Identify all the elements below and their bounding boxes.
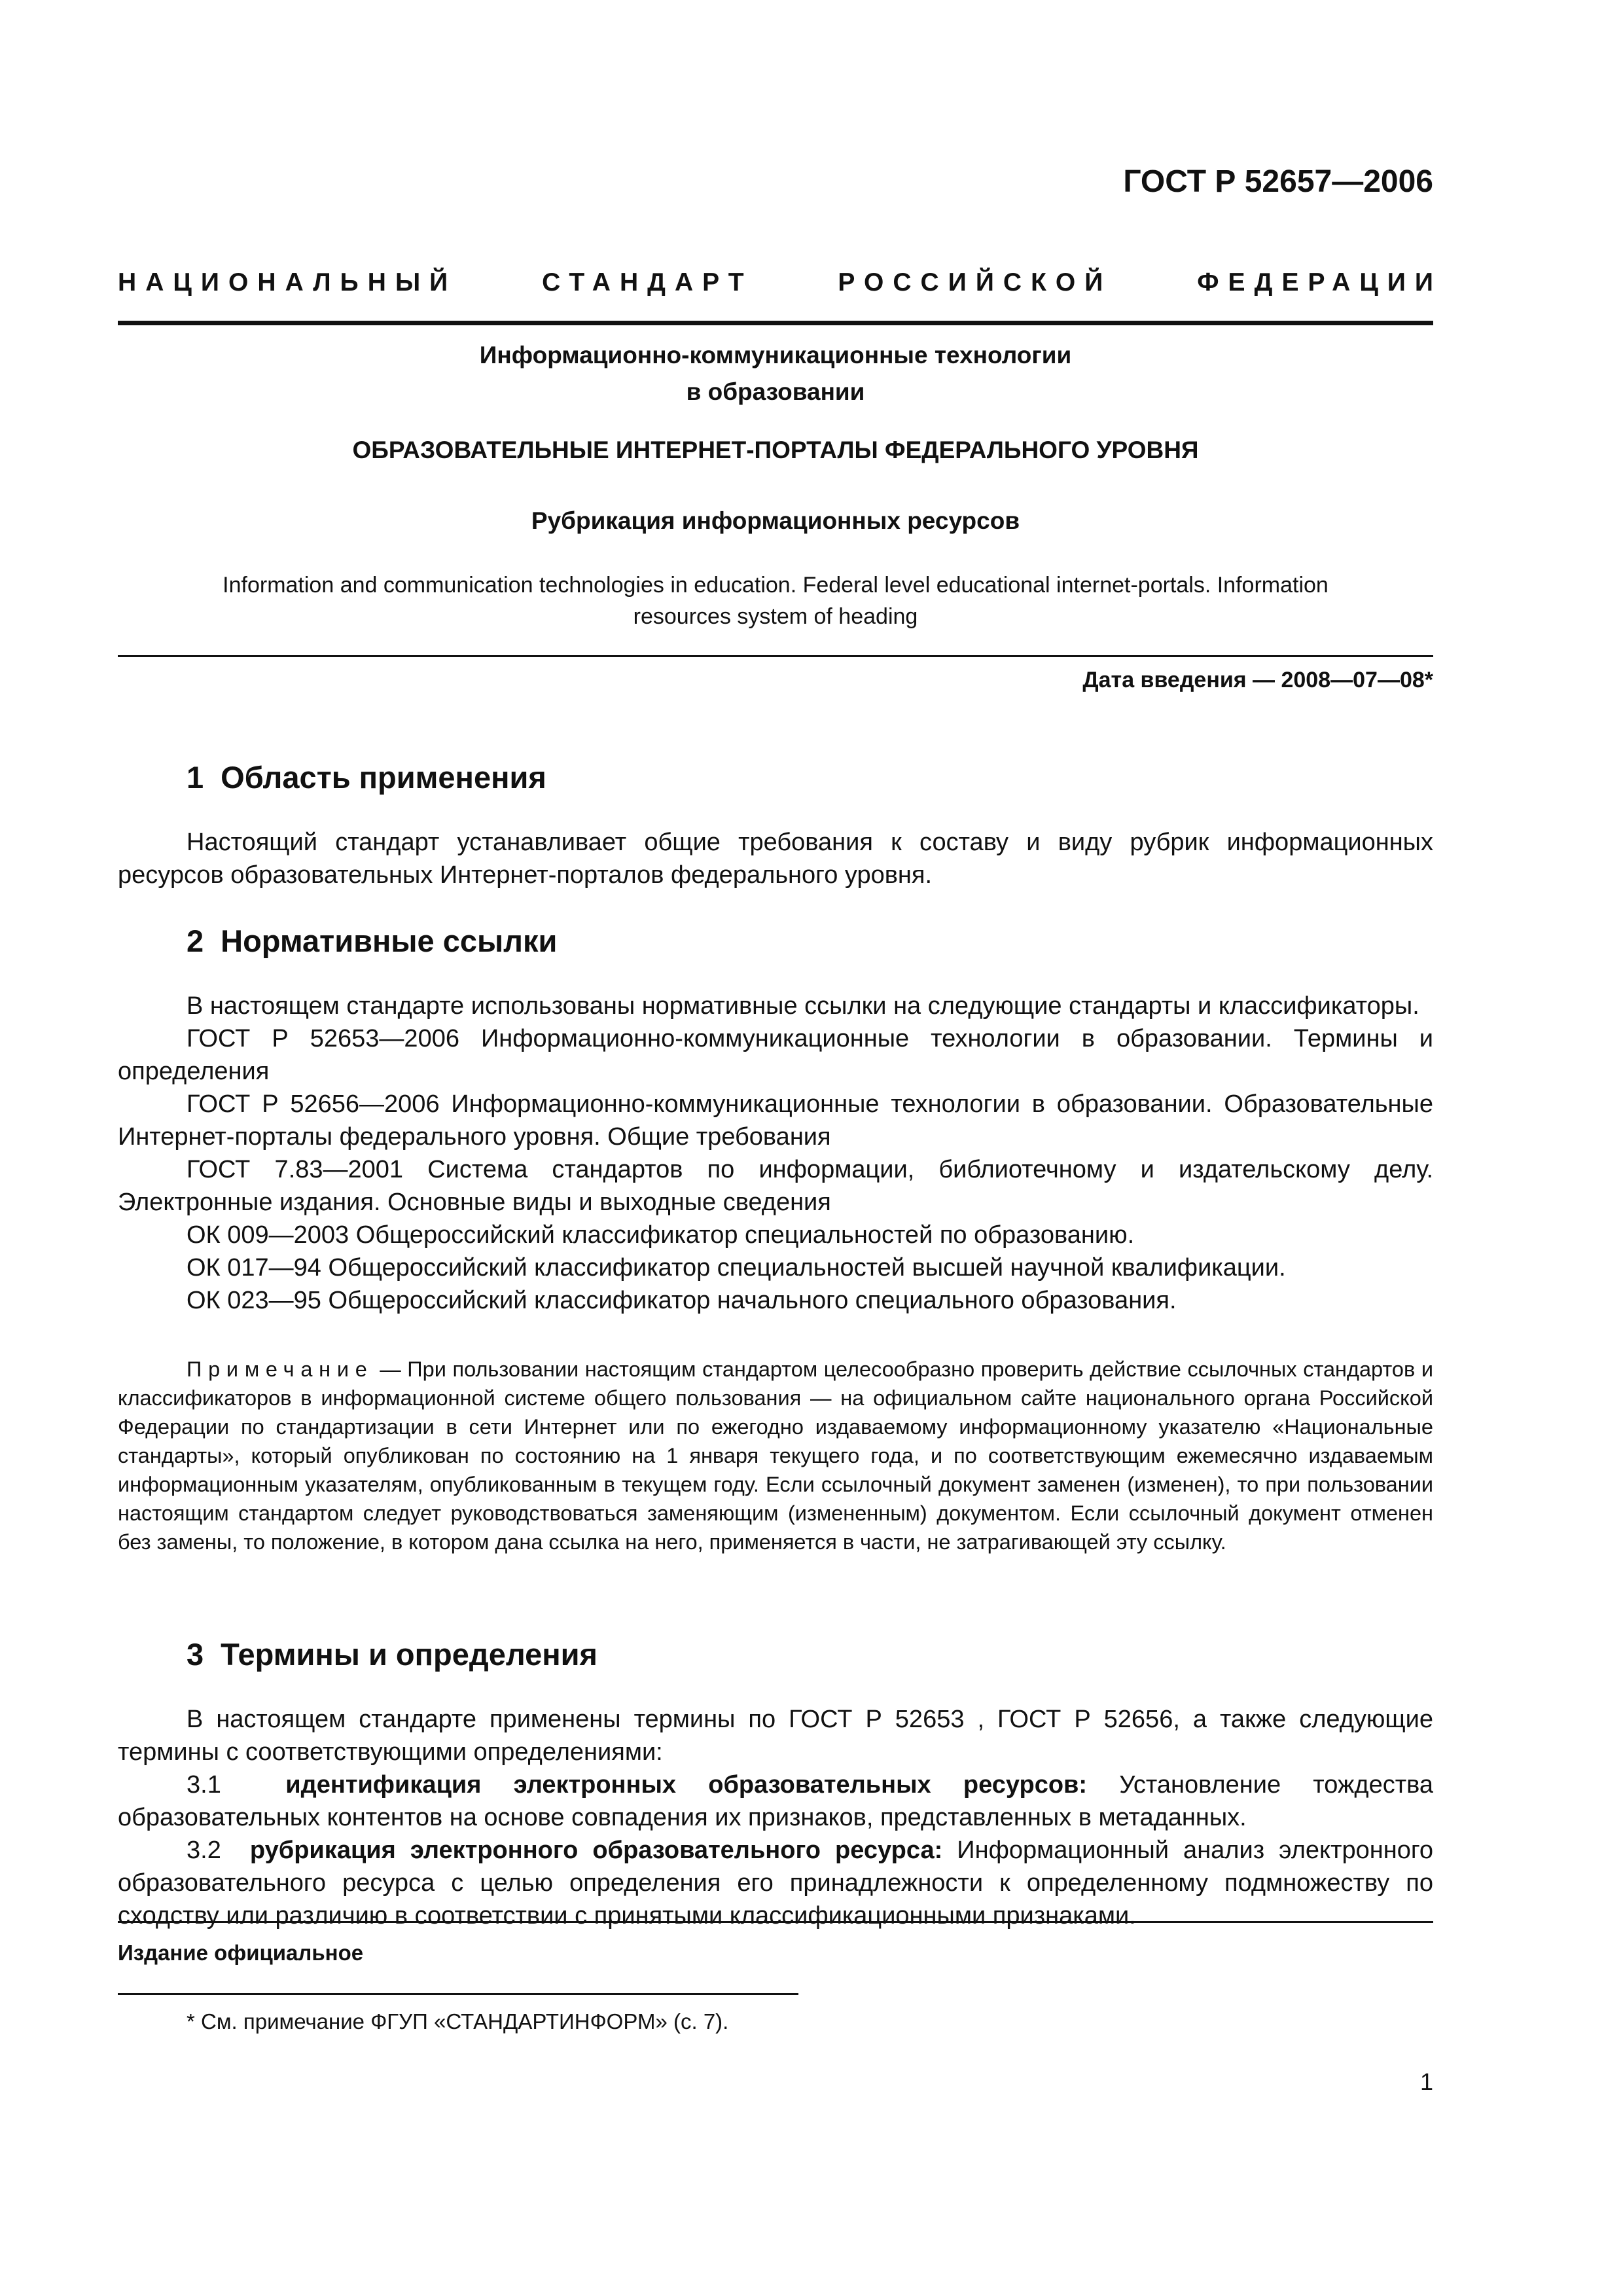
section-number: 3 <box>187 1637 204 1672</box>
national-title-word: РОССИЙСКОЙ <box>838 268 1113 296</box>
section-number: 2 <box>187 924 204 958</box>
footnote-divider <box>118 1993 798 1995</box>
term: рубрикация электронного образовательного ресурса: <box>249 1837 943 1864</box>
term-number: 3.2 <box>187 1837 221 1864</box>
section-heading <box>187 923 557 959</box>
section-title: Термины и определения <box>221 1637 597 1672</box>
section-heading <box>187 1636 597 1672</box>
reference-item: ГОСТ Р 52653—2006 Информационно-коммуникационные технологии в образовании. Термины и определения <box>118 1025 1433 1085</box>
note-label: Примечание <box>187 1357 374 1381</box>
definition: Установление тождества образовательных контентов на основе совпадения их признаков, представленных в метаданных. <box>118 1771 1433 1831</box>
section-body <box>118 990 1433 1317</box>
official-edition-label: Издание официальное <box>118 1941 364 1965</box>
national-title-word: ФЕДЕРАЦИИ <box>1197 268 1442 296</box>
note <box>118 1355 1433 1556</box>
reference-item: ОК 023—95 Общероссийский классификатор начального специального образования. <box>187 1287 1177 1314</box>
term-definition <box>118 1768 1433 1834</box>
english-title-line: Information and communication technologies in education. Federal level educational internet-portals. Information <box>223 573 1329 598</box>
standard-subtitle: Рубрикация информационных ресурсов <box>531 507 1020 534</box>
section-title: Область применения <box>221 760 546 795</box>
page-number: 1 <box>1419 2068 1433 2095</box>
note-text: — При пользовании настоящим стандартом целесообразно проверить действие ссылочных стандартов и классификаторов в информационной системе общего пользования — на официальном сайте национального органа Российской Федерации по стандартизации в сети Интернет или по ежегодно издаваемому информационному указателю «Национальные стандарты», который опубликован по состоянию на 1 января текущего года, и по соответствующим ежемесячно издаваемым информационным указателям, опубликованным в текущем году. Если ссылочный документ заменен (изменен), то при пользовании настоящим стандартом следует руководствоваться заменяющим (измененным) документом. Если ссылочный документ отменен без замены, то положение, в котором дана ссылка на него, применяется в части, не затрагивающей эту ссылку. <box>118 1357 1433 1554</box>
ict-title-line: Информационно-коммуникационные технологии <box>479 342 1072 368</box>
reference-item: ГОСТ 7.83—2001 Система стандартов по информации, библиотечному и издательскому делу. Электронные издания. Основные виды и выходные сведения <box>118 1156 1433 1216</box>
national-standard-title <box>118 268 1442 297</box>
document-code: ГОСТ Р 52657—2006 <box>1123 164 1433 199</box>
title-divider <box>118 655 1433 657</box>
ict-title <box>118 337 1433 410</box>
definition: Информационный анализ электронного образовательного ресурса с целью определения его принадлежности к определенному подмножеству по сходству или различию в соответствии с принятыми классификационными признаками. <box>118 1837 1434 1929</box>
term: идентификация электронных образовательных ресурсов: <box>285 1771 1088 1799</box>
footnote: * См. примечание ФГУП «СТАНДАРТИНФОРМ» (с. 7). <box>187 2009 729 2034</box>
reference-item: ОК 009—2003 Общероссийский классификатор специальностей по образованию. <box>187 1221 1135 1249</box>
footer-divider <box>118 1921 1433 1923</box>
ict-title-line: в образовании <box>686 378 865 405</box>
english-title-line: resources system of heading <box>633 604 918 629</box>
section-body <box>118 1703 1433 1932</box>
reference-item: ОК 017—94 Общероссийский классификатор специальностей высшей научной квалификации. <box>187 1254 1286 1282</box>
paragraph: В настоящем стандарте использованы нормативные ссылки на следующие стандарты и классификаторы. <box>187 992 1419 1020</box>
section-title: Нормативные ссылки <box>221 924 558 958</box>
national-title-word: НАЦИОНАЛЬНЫЙ <box>118 268 457 296</box>
standard-main-title: ОБРАЗОВАТЕЛЬНЫЕ ИНТЕРНЕТ-ПОРТАЛЫ ФЕДЕРАЛЬНОГО УРОВНЯ <box>352 437 1199 463</box>
national-title-word: СТАНДАРТ <box>542 268 753 296</box>
section-number: 1 <box>187 760 204 795</box>
english-title <box>151 569 1400 632</box>
introduction-date: Дата введения — 2008—07—08* <box>1082 668 1433 692</box>
reference-item: ГОСТ Р 52656—2006 Информационно-коммуникационные технологии в образовании. Образовательные Интернет-порталы федерального уровня. Общие требования <box>118 1090 1433 1151</box>
paragraph: В настоящем стандарте применены термины по ГОСТ Р 52653 , ГОСТ Р 52656, а также следующие термины с соответствующими определениями: <box>118 1706 1433 1766</box>
term-number: 3.1 <box>187 1771 221 1799</box>
paragraph: Настоящий стандарт устанавливает общие требования к составу и виду рубрик информационных ресурсов образовательных Интернет-порталов федерального уровня. <box>118 829 1433 889</box>
header-divider <box>118 321 1433 325</box>
section-heading <box>187 759 546 795</box>
term-definition <box>118 1834 1433 1932</box>
section-body <box>118 826 1433 891</box>
